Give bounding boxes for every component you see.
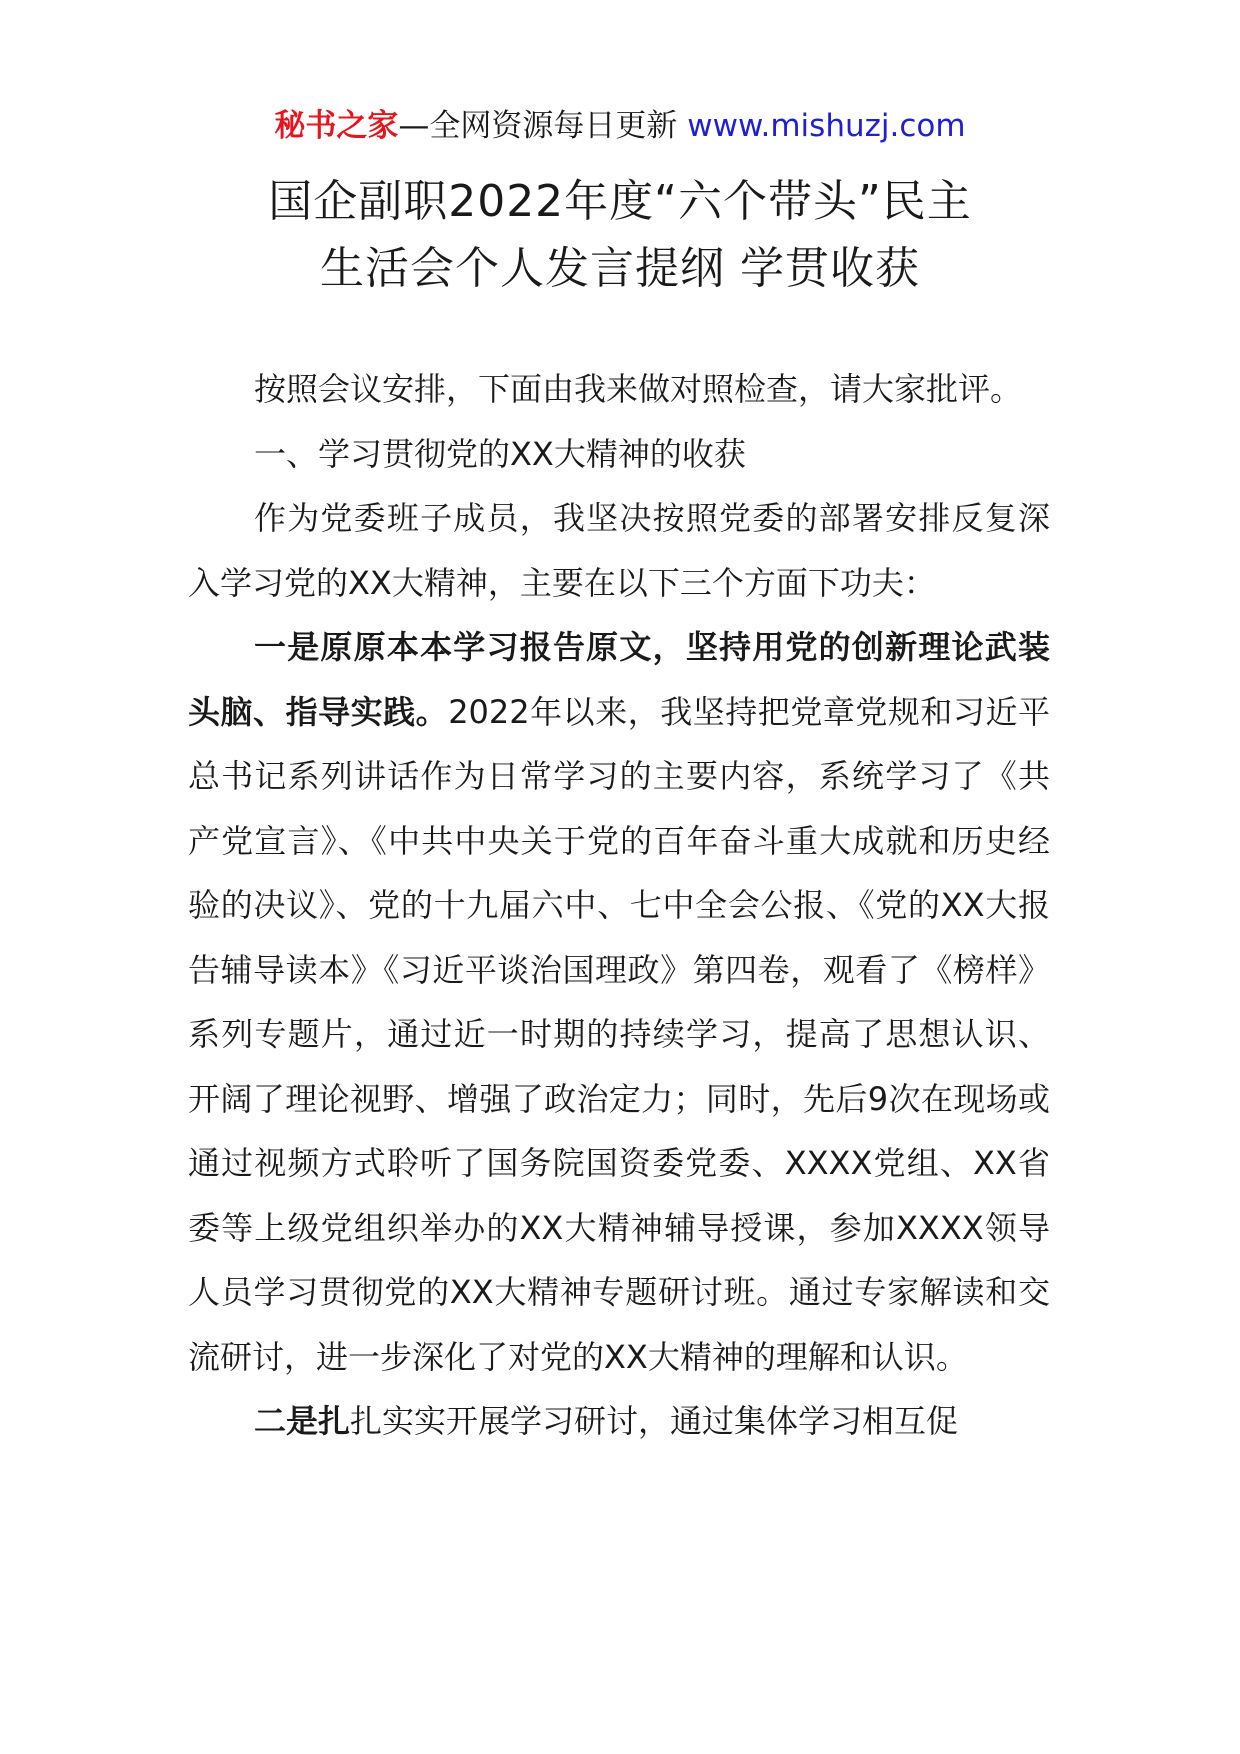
point-one-lead: 一是原原本本学习报告原文，坚持用党的创新理论武装头脑、指导实践。 bbox=[188, 628, 1050, 731]
title-line-1: 国企副职2022年度“六个带头”民主 bbox=[268, 176, 972, 227]
document-title bbox=[0, 168, 1240, 302]
point-two-lead: 二是扎 bbox=[254, 1402, 351, 1440]
section-intro-paragraph: 作为党委班子成员，我坚决按照党委的部署安排反复深入学习党的XX大精神，主要在以下三个方面下功夫： bbox=[188, 499, 1050, 602]
intro-paragraph: 按照会议安排，下面由我来做对照检查，请大家批评。 bbox=[254, 370, 1023, 408]
section-heading: 一、学习贯彻党的XX大精神的收获 bbox=[254, 434, 746, 473]
site-header bbox=[0, 104, 1240, 148]
point-one-paragraph bbox=[188, 615, 1050, 1389]
point-two-paragraph bbox=[188, 1389, 1050, 1454]
brand-name: 秘书之家 bbox=[274, 108, 399, 144]
point-one-text: 2022年以来，我坚持把党章党规和习近平总书记系列讲话作为日常学习的主要内容，系统学习了《共产党宣言》、《中共中央关于党的百年奋斗重大成就和历史经验的决议》、党的十九届六中、七中全会公报、《党的XX大报告辅导读本》《习近平谈治国理政》第四卷，观看了《榜样》系列专题片，通过近一时期的持续学习，提高了思想认识、开阔了理论视野、增强了政治定力；同时，先后9次在现场或通过视频方式聆听了国务院国资委党委、XXXX党组、XX省委等上级党组织举办的XX大精神辅导授课，参加XXXX领导人员学习贯彻党的XX大精神专题研讨班。通过专家解读和交流研讨，进一步深化了对党的XX大精神的理解和认识。 bbox=[188, 692, 1050, 1376]
site-url-link[interactable]: www.mishuzj.com bbox=[687, 108, 966, 144]
point-two-text: 扎实实开展学习研讨，通过集体学习相互促 bbox=[350, 1402, 959, 1440]
title-line-2: 生活会个人发言提纲 学贯收获 bbox=[320, 243, 920, 294]
document-body bbox=[188, 357, 1050, 1454]
header-tagline: —全网资源每日更新 bbox=[398, 108, 688, 144]
